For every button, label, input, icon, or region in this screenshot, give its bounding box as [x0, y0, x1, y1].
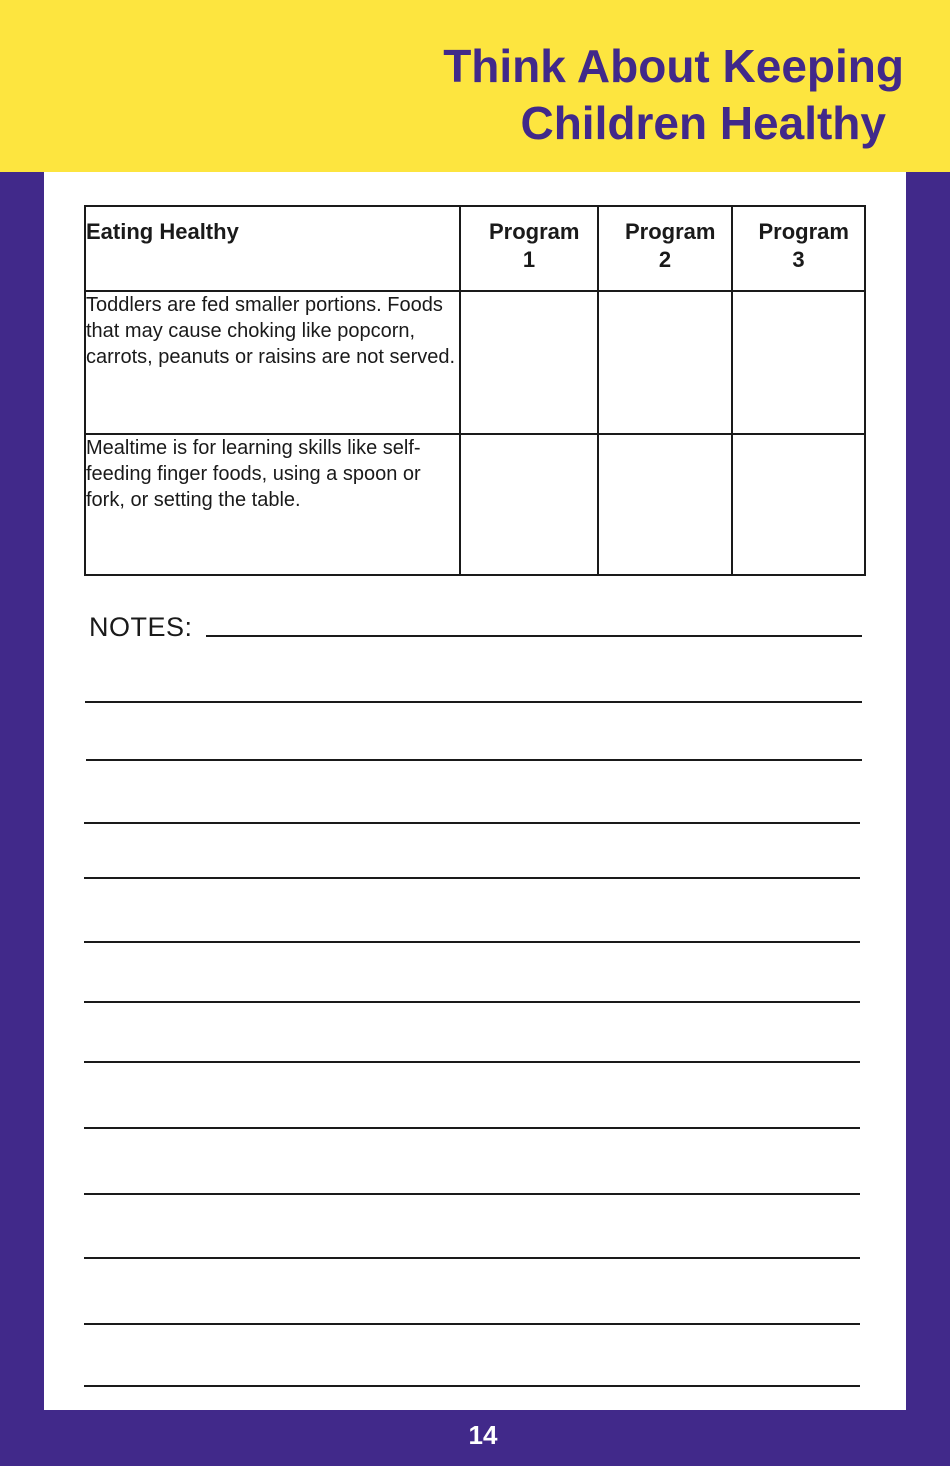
content-panel — [44, 172, 906, 1410]
program-1-check-cell[interactable] — [460, 434, 598, 575]
program-2-check-cell[interactable] — [598, 434, 732, 575]
notes-line[interactable] — [86, 759, 862, 761]
column-header-eating-healthy: Eating Healthy — [85, 206, 460, 291]
topic-cell: Mealtime is for learning skills like self-feeding finger foods, using a spoon or fork, or setting the table. — [85, 434, 460, 575]
header-band — [0, 0, 950, 172]
column-header-program-1 — [460, 206, 598, 291]
program-1-check-cell[interactable] — [460, 291, 598, 434]
page-number: 14 — [468, 1420, 498, 1450]
page-footer — [0, 1410, 950, 1466]
table-row — [85, 434, 865, 575]
page-title-line-2: Children Healthy — [520, 97, 886, 149]
notes-line[interactable] — [84, 1385, 860, 1387]
column-header-program-2-label: Program 2 — [625, 219, 716, 272]
notes-line[interactable] — [206, 635, 862, 637]
program-3-check-cell[interactable] — [732, 434, 865, 575]
table-header-row — [85, 206, 865, 291]
column-header-program-3 — [732, 206, 865, 291]
column-header-program-1-label: Program 1 — [489, 219, 580, 272]
notes-line[interactable] — [84, 822, 860, 824]
notes-label: NOTES: — [89, 612, 193, 642]
notes-line[interactable] — [84, 1257, 860, 1259]
program-2-check-cell[interactable] — [598, 291, 732, 434]
notes-line[interactable] — [84, 1001, 860, 1003]
notes-line[interactable] — [84, 1323, 860, 1325]
notes-line[interactable] — [84, 1061, 860, 1063]
notes-line[interactable] — [84, 941, 860, 943]
column-header-program-2 — [598, 206, 732, 291]
checklist-table — [84, 205, 866, 576]
column-header-program-3-label: Program 3 — [758, 219, 849, 272]
notes-line[interactable] — [84, 877, 860, 879]
page-title — [443, 38, 904, 152]
program-3-check-cell[interactable] — [732, 291, 865, 434]
notes-line[interactable] — [84, 1193, 860, 1195]
notes-line[interactable] — [84, 1127, 860, 1129]
page-title-line-1: Think About Keeping — [443, 40, 904, 92]
topic-cell: Toddlers are fed smaller portions. Foods that may cause choking like popcorn, carrots, peanuts or raisins are not served. — [85, 291, 460, 434]
table-row — [85, 291, 865, 434]
notes-line[interactable] — [85, 701, 862, 703]
